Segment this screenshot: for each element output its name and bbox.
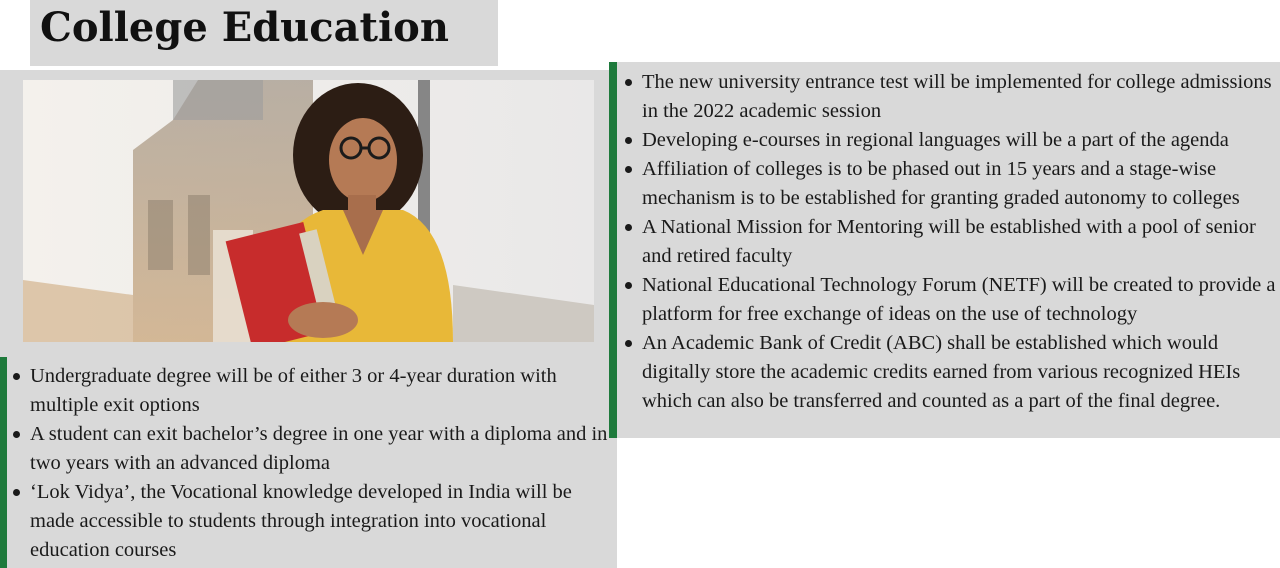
student-photo (23, 80, 594, 342)
list-item: A National Mission for Mentoring will be established with a pool of senior and retired faculty (622, 213, 1278, 271)
list-item: An Academic Bank of Credit (ABC) shall be established which would digitally store the academic credits earned from various recognized HEIs which can also be transferred and counted as a part of the final degree. (622, 329, 1278, 416)
list-item: ‘Lok Vidya’, the Vocational knowledge developed in India will be made accessible to students through integration into vocational education courses (10, 478, 610, 565)
student-photo-illustration (23, 80, 594, 342)
page-title: College Education (40, 4, 449, 51)
left-accent-bar (0, 357, 7, 568)
title-banner (30, 0, 498, 66)
list-item: Undergraduate degree will be of either 3 or 4-year duration with multiple exit options (10, 362, 610, 420)
left-bullet-list (10, 362, 610, 565)
list-item: Developing e-courses in regional languages will be a part of the agenda (622, 126, 1278, 155)
list-item: A student can exit bachelor’s degree in one year with a diploma and in two years with an advanced diploma (10, 420, 610, 478)
right-bullet-list (622, 68, 1278, 416)
right-accent-bar (609, 62, 617, 438)
list-item: National Educational Technology Forum (NETF) will be created to provide a platform for free exchange of ideas on the use of technology (622, 271, 1278, 329)
list-item: Affiliation of colleges is to be phased out in 15 years and a stage-wise mechanism is to be established for granting graded autonomy to colleges (622, 155, 1278, 213)
list-item: The new university entrance test will be implemented for college admissions in the 2022 academic session (622, 68, 1278, 126)
